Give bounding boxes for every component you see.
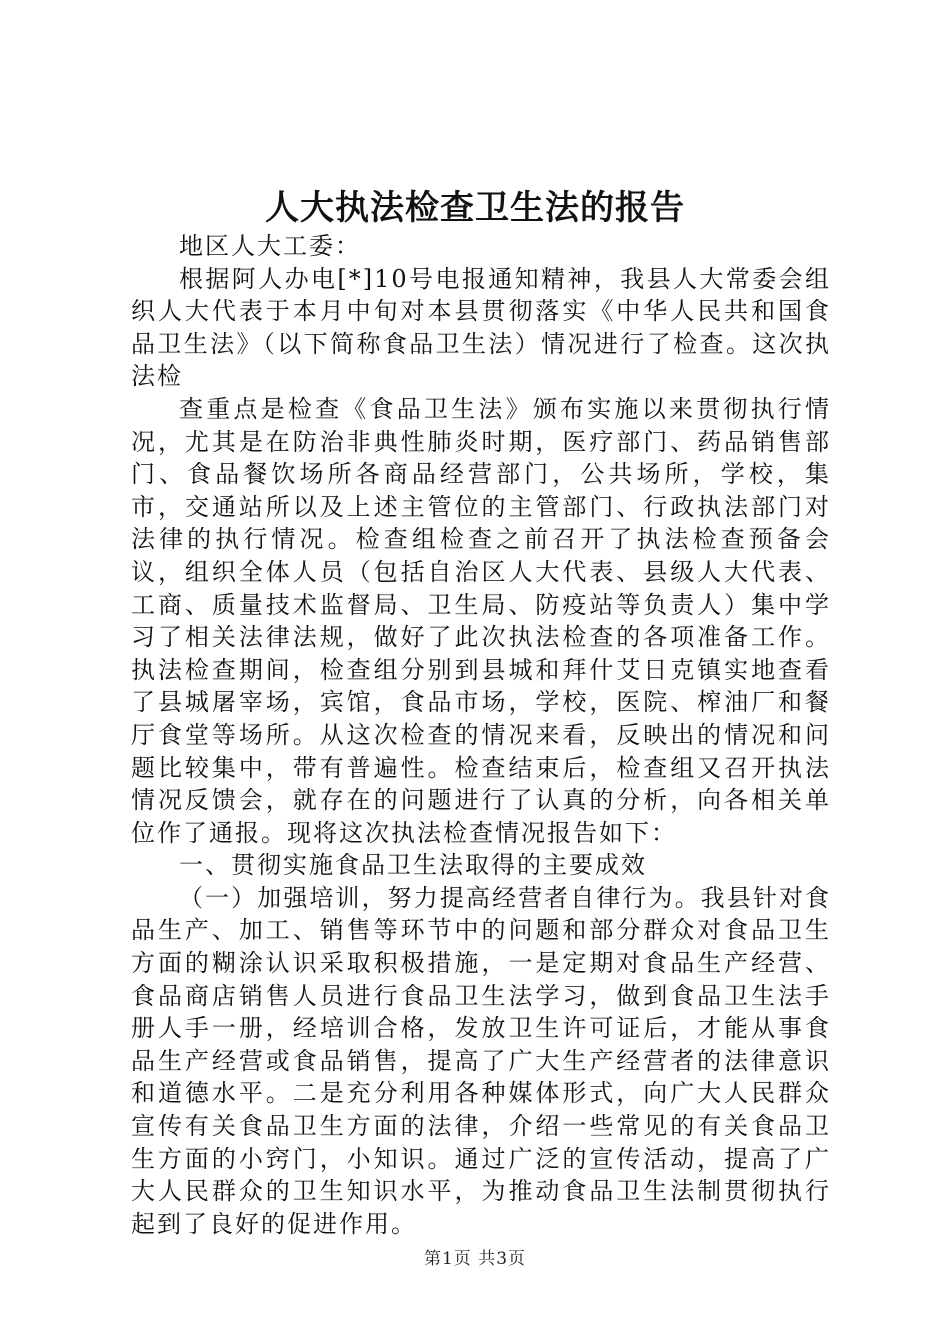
document-title: 人大执法检查卫生法的报告 (265, 188, 685, 228)
body-paragraph: （一）加强培训，努力提高经营者自律行为。我县针对食品生产、加工、销售等环节中的问题和部分群众对食品卫生方面的糊涂认识采取积极措施，一是定期对食品生产经营、食品商店销售人员进行食品卫生法学习，做到食品卫生法手册人手一册，经培训合格，发放卫生许可证后，才能从事食品生产经营或食品销售，提高了广大生产经营者的法律意识和道德水平。二是充分利用各种媒体形式，向广大人民群众宣传有关食品卫生方面的法律，介绍一些常见的有关食品卫生方面的小窍门，小知识。通过广泛的宣传活动，提高了广大人民群众的卫生知识水平，为推动食品卫生法制贯彻执行起到了良好的促进作用。 (131, 883, 831, 1238)
salutation: 地区人大工委： (179, 232, 361, 260)
document-body (131, 230, 831, 1240)
body-paragraph: 根据阿人办电[*]10号电报通知精神，我县人大常委会组织人大代表于本月中旬对本县贯彻落实《中华人民共和国食品卫生法》（以下简称食品卫生法）情况进行了检查。这次执法检 (131, 264, 831, 391)
body-paragraph: 查重点是检查《食品卫生法》颁布实施以来贯彻执行情况，尤其是在防治非典性肺炎时期，医疗部门、药品销售部门、食品餐饮场所各商品经营部门，公共场所，学校，集市，交通站所以及上述主管位的主管部门、行政执法部门对法律的执行情况。检查组检查之前召开了执法检查预备会议，组织全体人员（包括自治区人大代表、县级人大代表、工商、质量技术监督局、卫生局、防疫站等负责人）集中学习了相关法律法规，做好了此次执法检查的各项准备工作。执法检查期间，检查组分别到县城和拜什艾日克镇实地查看了县城屠宰场，宾馆，食品市场，学校，医院、榨油厂和餐厅食堂等场所。从这次检查的情况来看，反映出的情况和问题比较集中，带有普遍性。检查结束后，检查组又召开执法情况反馈会，就存在的问题进行了认真的分析，向各相关单位作了通报。现将这次执法检查情况报告如下： (131, 394, 831, 847)
section-heading: 一、贯彻实施食品卫生法取得的主要成效 (179, 851, 647, 880)
page-footer: 第1页 共3页 (423, 1249, 527, 1269)
